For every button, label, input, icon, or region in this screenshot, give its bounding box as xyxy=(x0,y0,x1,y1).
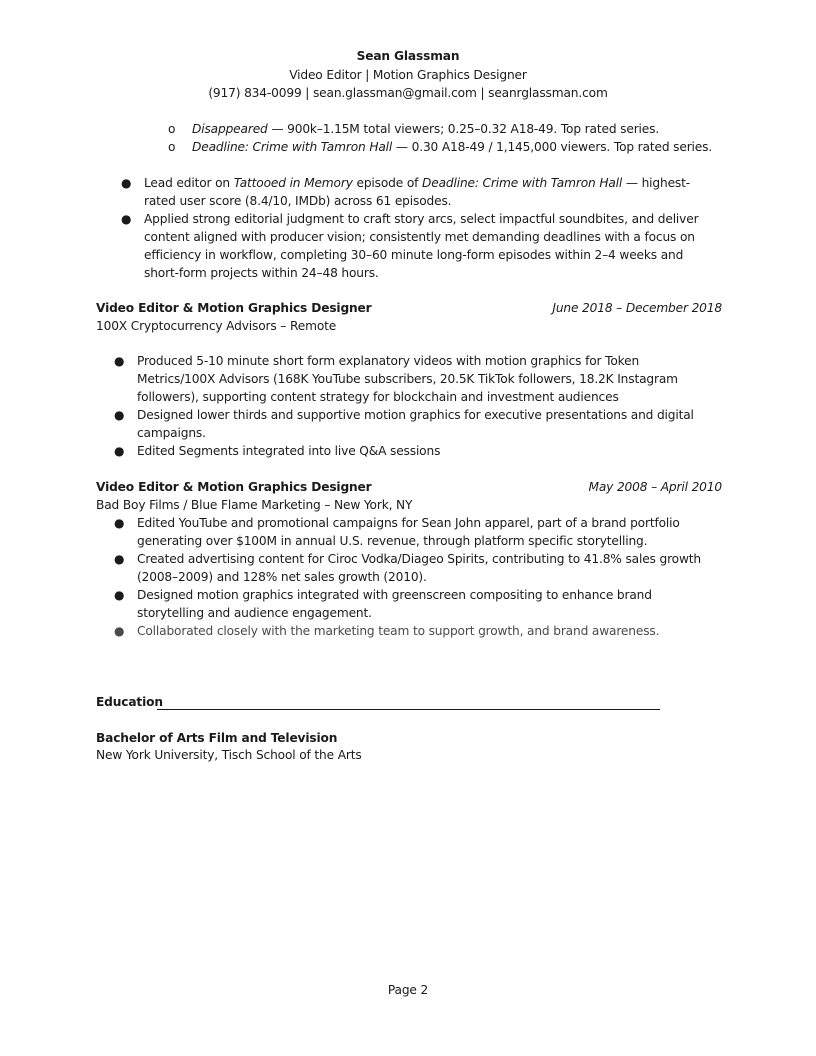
bullet-text: Lead editor on xyxy=(144,176,234,190)
show-stats: — 0.30 A18-49 / 1,145,000 viewers. Top rated series. xyxy=(392,140,713,155)
bullet-text: Edited Segments integrated into live Q&A sessions xyxy=(137,444,441,458)
bullet-icon: ● xyxy=(121,212,132,226)
bullet-icon: ● xyxy=(114,408,125,422)
contact-line: (917) 834-0099 | sean.glassman@gmail.com | seanrglassman.com xyxy=(208,86,608,100)
list-item xyxy=(114,514,704,550)
job-dates: June 2018 – December 2018 xyxy=(552,301,722,315)
job-dates: May 2008 – April 2010 xyxy=(588,480,722,494)
education-school: New York University, Tisch School of the Arts xyxy=(96,748,362,762)
education-heading: Education xyxy=(96,695,163,709)
bullet-icon: ● xyxy=(114,354,125,368)
list-item xyxy=(114,622,704,640)
list-item xyxy=(114,586,704,622)
bullet-text: Collaborated closely with the marketing team to support growth, and brand awareness. xyxy=(137,624,660,638)
bullet-icon: ● xyxy=(114,444,125,458)
bullet-text: Designed lower thirds and supportive motion graphics for executive presentations and digital campaigns. xyxy=(137,408,694,440)
bullet-text: Produced 5-10 minute short form explanatory videos with motion graphics for Token Metrics/100X Advisors (168K YouTube subscribers, 20.5K TikTok followers, 18.2K Instagram followers), supporting content strategy for blockchain and investment audiences xyxy=(137,354,678,404)
job-company: 100X Cryptocurrency Advisors – Remote xyxy=(96,319,337,333)
bullet-text: Applied strong editorial judgment to craft story arcs, select impactful soundbites, and deliver content aligned with producer vision; consistently met demanding deadlines with a focus on efficiency in workflow, completing 30–60 minute long-form episodes within 2–4 weeks and short-form projects within 24–48 hours. xyxy=(144,212,699,280)
candidate-title: Video Editor | Motion Graphics Designer xyxy=(289,67,527,82)
job-entry-100x xyxy=(96,299,722,460)
bullet-text: Designed motion graphics integrated with greenscreen compositing to enhance brand storytelling and audience engagement. xyxy=(137,588,652,620)
bullet-icon: ● xyxy=(114,588,125,602)
show-ratings-sublist xyxy=(166,120,712,156)
bullet-text: — highest-rated user score (8.4/10, IMDb) across 61 episodes. xyxy=(144,176,691,208)
job-company: Bad Boy Films / Blue Flame Marketing – New York, NY xyxy=(96,498,413,512)
bullet-icon: ● xyxy=(114,516,125,530)
show-title: Disappeared xyxy=(192,122,268,136)
bullet-text: episode of xyxy=(352,176,422,190)
list-item xyxy=(121,210,711,282)
job-title: Video Editor & Motion Graphics Designer xyxy=(96,301,372,315)
show-stats: — 900k–1.15M total viewers; 0.25–0.32 A18-49. Top rated series. xyxy=(267,122,660,136)
episode-title: Tattooed in Memory xyxy=(233,176,353,190)
show-title: Deadline: Crime with Tamron Hall xyxy=(422,176,623,190)
list-item xyxy=(114,406,704,442)
list-item xyxy=(114,550,704,586)
list-item xyxy=(166,138,712,156)
circle-bullet-icon: o xyxy=(168,122,176,136)
job-title: Video Editor & Motion Graphics Designer xyxy=(96,480,372,494)
list-item xyxy=(121,174,711,210)
continued-job-bullets xyxy=(121,174,711,282)
education-degree: Bachelor of Arts Film and Television xyxy=(96,731,338,745)
list-item xyxy=(114,442,704,460)
list-item xyxy=(166,120,712,138)
bullet-text: Created advertising content for Ciroc Vodka/Diageo Spirits, contributing to 41.8% sales growth (2008–2009) and 128% net sales growth (2010). xyxy=(137,552,701,584)
candidate-name: Sean Glassman xyxy=(356,49,460,63)
job-entry-bad-boy-films xyxy=(96,478,722,640)
page-number: Page 2 xyxy=(387,983,429,997)
bullet-icon: ● xyxy=(114,552,125,566)
resume-header xyxy=(0,47,816,103)
education-divider xyxy=(157,709,660,710)
bullet-icon: ● xyxy=(114,624,125,638)
list-item xyxy=(114,352,704,406)
bullet-icon: ● xyxy=(121,176,132,190)
bullet-text: Edited YouTube and promotional campaigns for Sean John apparel, part of a brand portfolio generating over $100M in annual U.S. revenue, through platform specific storytelling. xyxy=(137,516,680,548)
circle-bullet-icon: o xyxy=(168,140,176,155)
show-title: Deadline: Crime with Tamron Hall xyxy=(192,140,393,155)
